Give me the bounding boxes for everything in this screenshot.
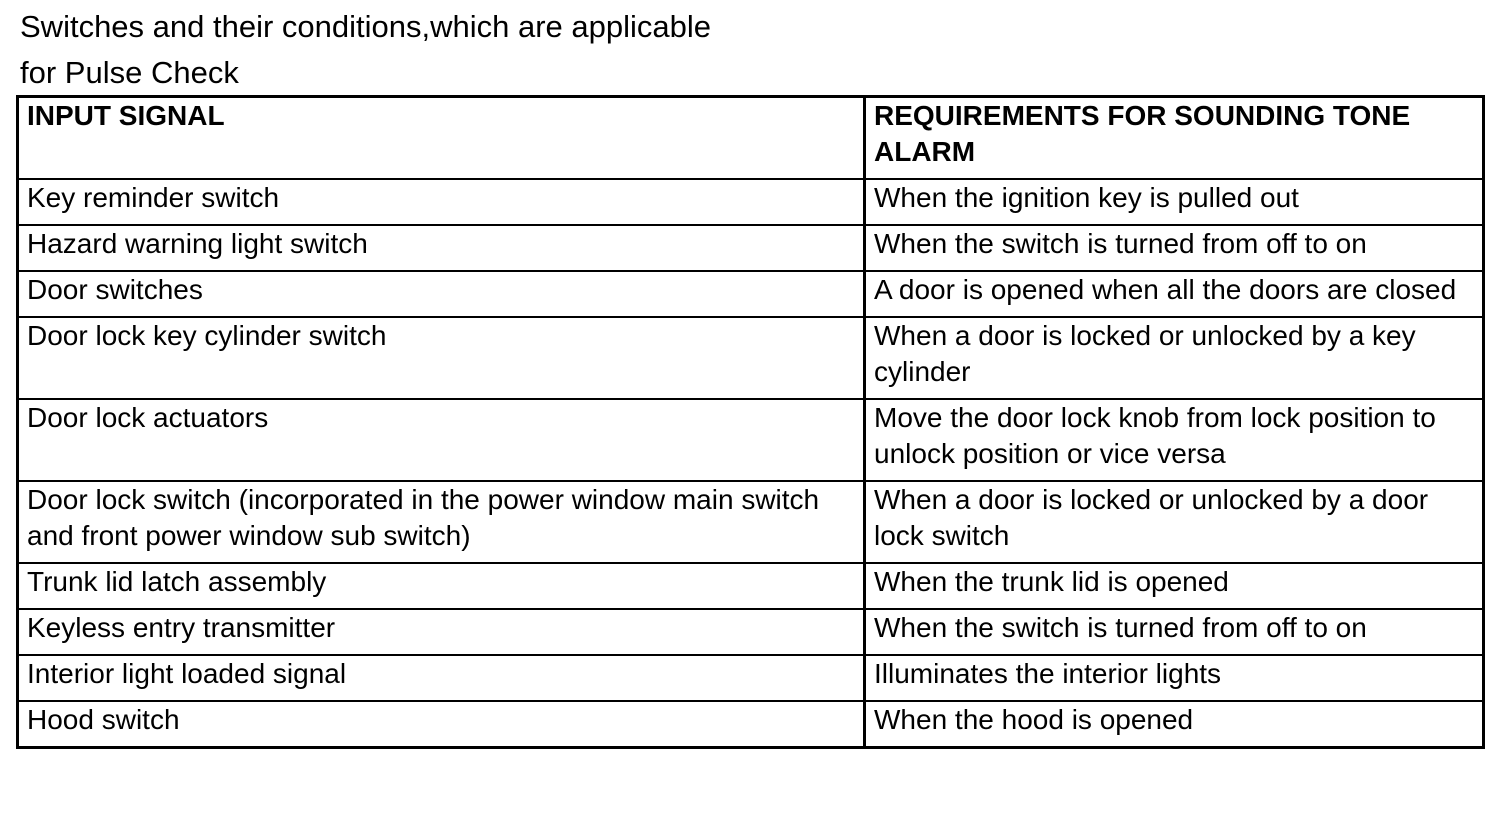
input-signal-cell: Key reminder switch bbox=[18, 179, 865, 225]
requirement-cell: When the trunk lid is opened bbox=[865, 563, 1484, 609]
pulse-check-table bbox=[16, 95, 1485, 749]
table-row bbox=[18, 609, 1484, 655]
table-header-row bbox=[18, 97, 1484, 180]
input-signal-cell: Door switches bbox=[18, 271, 865, 317]
table-row bbox=[18, 655, 1484, 701]
input-signal-cell: Door lock key cylinder switch bbox=[18, 317, 865, 399]
input-signal-cell: Trunk lid latch assembly bbox=[18, 563, 865, 609]
requirement-cell: Move the door lock knob from lock position to unlock position or vice versa bbox=[865, 399, 1484, 481]
input-signal-cell: Door lock switch (incorporated in the power window main switch and front power window sub switch) bbox=[18, 481, 865, 563]
title-line-1: Switches and their conditions,which are applicable bbox=[20, 9, 712, 44]
requirement-cell: When a door is locked or unlocked by a key cylinder bbox=[865, 317, 1484, 399]
table-row bbox=[18, 179, 1484, 225]
requirement-cell: When the ignition key is pulled out bbox=[865, 179, 1484, 225]
table-row bbox=[18, 563, 1484, 609]
table-row bbox=[18, 701, 1484, 748]
table-row bbox=[18, 271, 1484, 317]
table-row bbox=[18, 481, 1484, 563]
table-row bbox=[18, 399, 1484, 481]
page-title bbox=[20, 4, 711, 96]
requirement-cell: When the switch is turned from off to on bbox=[865, 609, 1484, 655]
input-signal-cell: Hood switch bbox=[18, 701, 865, 748]
requirement-cell: Illuminates the interior lights bbox=[865, 655, 1484, 701]
title-line-2: for Pulse Check bbox=[20, 55, 239, 90]
input-signal-cell: Keyless entry transmitter bbox=[18, 609, 865, 655]
requirement-cell: A door is opened when all the doors are closed bbox=[865, 271, 1484, 317]
table-row bbox=[18, 317, 1484, 399]
requirement-cell: When the hood is opened bbox=[865, 701, 1484, 748]
input-signal-cell: Door lock actuators bbox=[18, 399, 865, 481]
header-input-signal: INPUT SIGNAL bbox=[18, 97, 865, 180]
requirement-cell: When the switch is turned from off to on bbox=[865, 225, 1484, 271]
table-row bbox=[18, 225, 1484, 271]
input-signal-cell: Interior light loaded signal bbox=[18, 655, 865, 701]
requirement-cell: When a door is locked or unlocked by a door lock switch bbox=[865, 481, 1484, 563]
input-signal-cell: Hazard warning light switch bbox=[18, 225, 865, 271]
header-requirements: REQUIREMENTS FOR SOUNDING TONE ALARM bbox=[865, 97, 1484, 180]
